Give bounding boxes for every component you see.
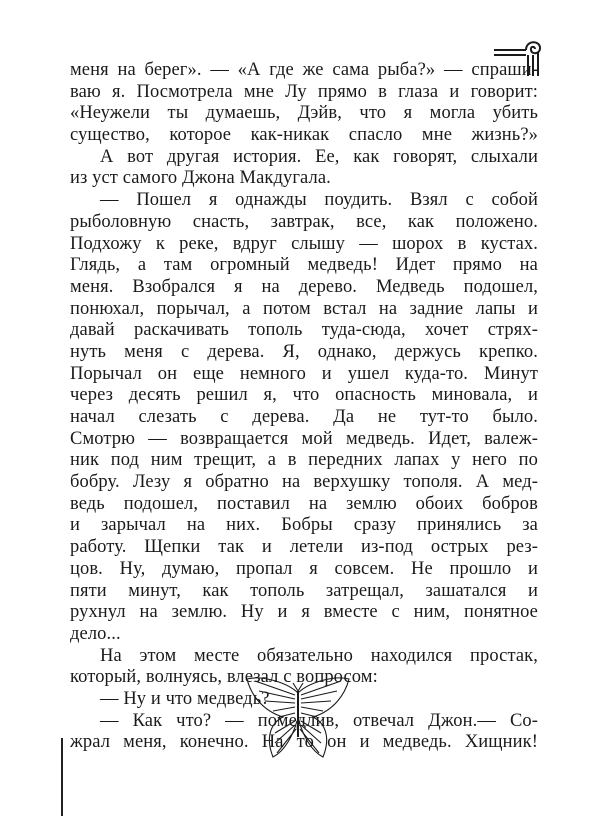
text-line: — Как что? — помедлив, отвечал Джон.— Со-	[100, 710, 538, 731]
text-line: меня на берег». — «А где же сама рыба?» — спраши-	[70, 60, 538, 80]
text-line: существо, которое как-никак спасло мне жизнь?»	[70, 125, 538, 146]
text-line: ник под ним трещит, а в передних лапах у него по	[70, 450, 538, 471]
text-line: жрал меня, конечно. На то он и медведь. Хищник!	[70, 732, 538, 753]
text-line: Смотрю — возвращается мой медведь. Идет, валеж-	[70, 428, 538, 449]
text-line: рыболовную снасть, завтрак, все, как положено.	[70, 211, 538, 232]
text-line: ведь подошел, поставил на землю обоих бобров	[70, 493, 538, 514]
butterfly-illustration-icon	[243, 675, 353, 770]
text-line: через десять решил я, что опасность миновала, и	[70, 385, 538, 406]
text-line: понюхал, порычал, а потом встал на задние лапы и	[70, 298, 538, 319]
text-line: меня. Взобрался я на дерево. Медведь подошел,	[70, 276, 538, 297]
text-line: — Пошел я однажды поудить. Взял с собой	[100, 190, 538, 211]
text-line: который, волнуясь, влезал с вопросом:	[70, 667, 378, 688]
text-line: из уст самого Джона Макдугала.	[70, 168, 331, 189]
text-line: Глядь, а там огромный медведь! Идет прямо на	[70, 255, 538, 276]
margin-rule	[61, 738, 63, 816]
text-line: и зарычал на них. Бобры сразу принялись за	[70, 515, 538, 536]
text-line: пяти минут, как тополь затрещал, зашатался и	[70, 580, 538, 601]
text-line: На этом месте обязательно находился простак,	[100, 645, 538, 666]
text-line: нуть меня с дерева. Я, однако, держусь крепко.	[70, 341, 538, 362]
text-line: ваю я. Посмотрела мне Лу прямо в глаза и говорит:	[70, 81, 538, 102]
text-line: бобру. Лезу я обратно на верхушку тополя. А мед-	[70, 472, 538, 493]
text-line: начал слезать с дерева. Да не тут-то было.	[70, 407, 538, 427]
text-line: работу. Щепки так и летели из-под острых рез-	[70, 537, 538, 558]
text-line: Порычал он еще немного и ушел куда-то. Минут	[70, 363, 538, 384]
text-line: давай раскачивать тополь туда-сюда, хочет стрях-	[70, 320, 538, 341]
text-line: А вот другая история. Ее, как говорят, слыхали	[100, 146, 538, 167]
text-line: рухнул на землю. Ну и я вместе с ним, понятное	[70, 602, 538, 623]
text-line: Подхожу к реке, вдруг слышу — шорох в кустах.	[70, 233, 538, 254]
text-line: — Ну и что медведь?	[100, 688, 270, 709]
page-body-text	[70, 60, 538, 754]
text-line: цов. Ну, думаю, пропал я совсем. Не прошло и	[70, 558, 538, 579]
text-line: дело...	[70, 623, 121, 644]
text-line: «Неужели ты думаешь, Дэйв, что я могла убить	[70, 103, 538, 124]
